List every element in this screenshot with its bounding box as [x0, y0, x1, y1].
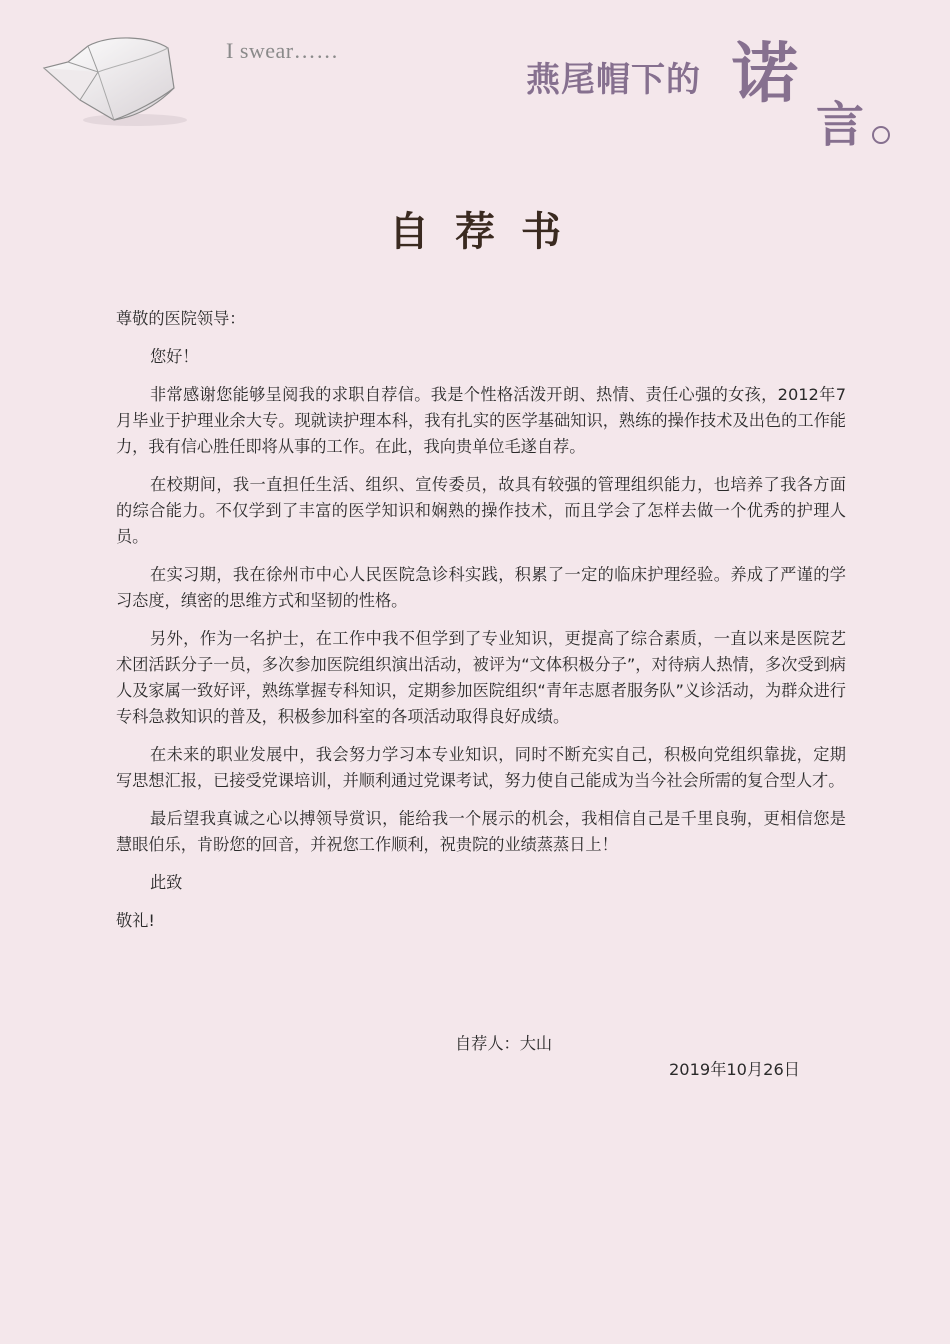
- brand-period-mark: [872, 126, 890, 144]
- letter-paragraph: 非常感谢您能够呈阅我的求职自荐信。我是个性格活泼开朗、热情、责任心强的女孩，2012年7月毕业于护理业余大专。现就读护理本科，我有扎实的医学基础知识，熟练的操作技术及出色的工作能力，我有信心胜任即将从事的工作。在此，我向贵单位毛遂自荐。: [116, 385, 846, 456]
- nurse-cap-icon: [40, 28, 190, 128]
- letter-signature: 自荐人：大山: [455, 1034, 553, 1053]
- brand-big-character-2: 言: [816, 97, 865, 153]
- document-title: 自荐书: [389, 208, 587, 255]
- letter-paragraph: 在校期间，我一直担任生活、组织、宣传委员，故具有较强的管理组织能力，也培养了我各方面的综合能力。不仅学到了丰富的医学知识和娴熟的操作技术，而且学会了怎样去做一个优秀的护理人员。: [116, 475, 846, 546]
- letter-body: [116, 306, 846, 946]
- brand-main-text: 燕尾帽下的: [526, 60, 701, 100]
- letter-closing-2: 敬礼!: [116, 911, 155, 930]
- letter-paragraph: 另外，作为一名护士，在工作中我不但学到了专业知识，更提高了综合素质，一直以来是医院艺术团活跃分子一员，多次参加医院组织演出活动，被评为“文体积极分子”，对待病人热情，多次受到病人及家属一致好评，熟练掌握专科知识，定期参加医院组织“青年志愿者服务队”义诊活动，为群众进行专科急救知识的普及，积极参加科室的各项活动取得良好成绩。: [116, 629, 846, 726]
- letter-date: 2019年10月26日: [669, 1060, 800, 1079]
- brand-big-character-1: 诺: [732, 34, 798, 112]
- brand-logo: [526, 20, 906, 153]
- letter-salutation: 尊敬的医院领导：: [116, 309, 246, 328]
- letter-greeting: 您好！: [150, 347, 199, 366]
- letter-closing-1: 此致: [150, 873, 183, 892]
- letter-paragraph: 在未来的职业发展中，我会努力学习本专业知识，同时不断充实自己，积极向党组织靠拢，定期写思想汇报，已接受党课培训，并顺利通过党课考试，努力使自己能成为当今社会所需的复合型人才。: [116, 745, 846, 790]
- header-tagline: I swear……: [226, 38, 339, 63]
- letter-paragraph: 在实习期，我在徐州市中心人民医院急诊科实践，积累了一定的临床护理经验。养成了严谨的学习态度，缜密的思维方式和坚韧的性格。: [116, 565, 846, 610]
- letter-paragraph: 最后望我真诚之心以搏领导赏识，能给我一个展示的机会，我相信自己是千里良驹，更相信您是慧眼伯乐，肯盼您的回音，并祝您工作顺利，祝贵院的业绩蒸蒸日上！: [116, 809, 846, 854]
